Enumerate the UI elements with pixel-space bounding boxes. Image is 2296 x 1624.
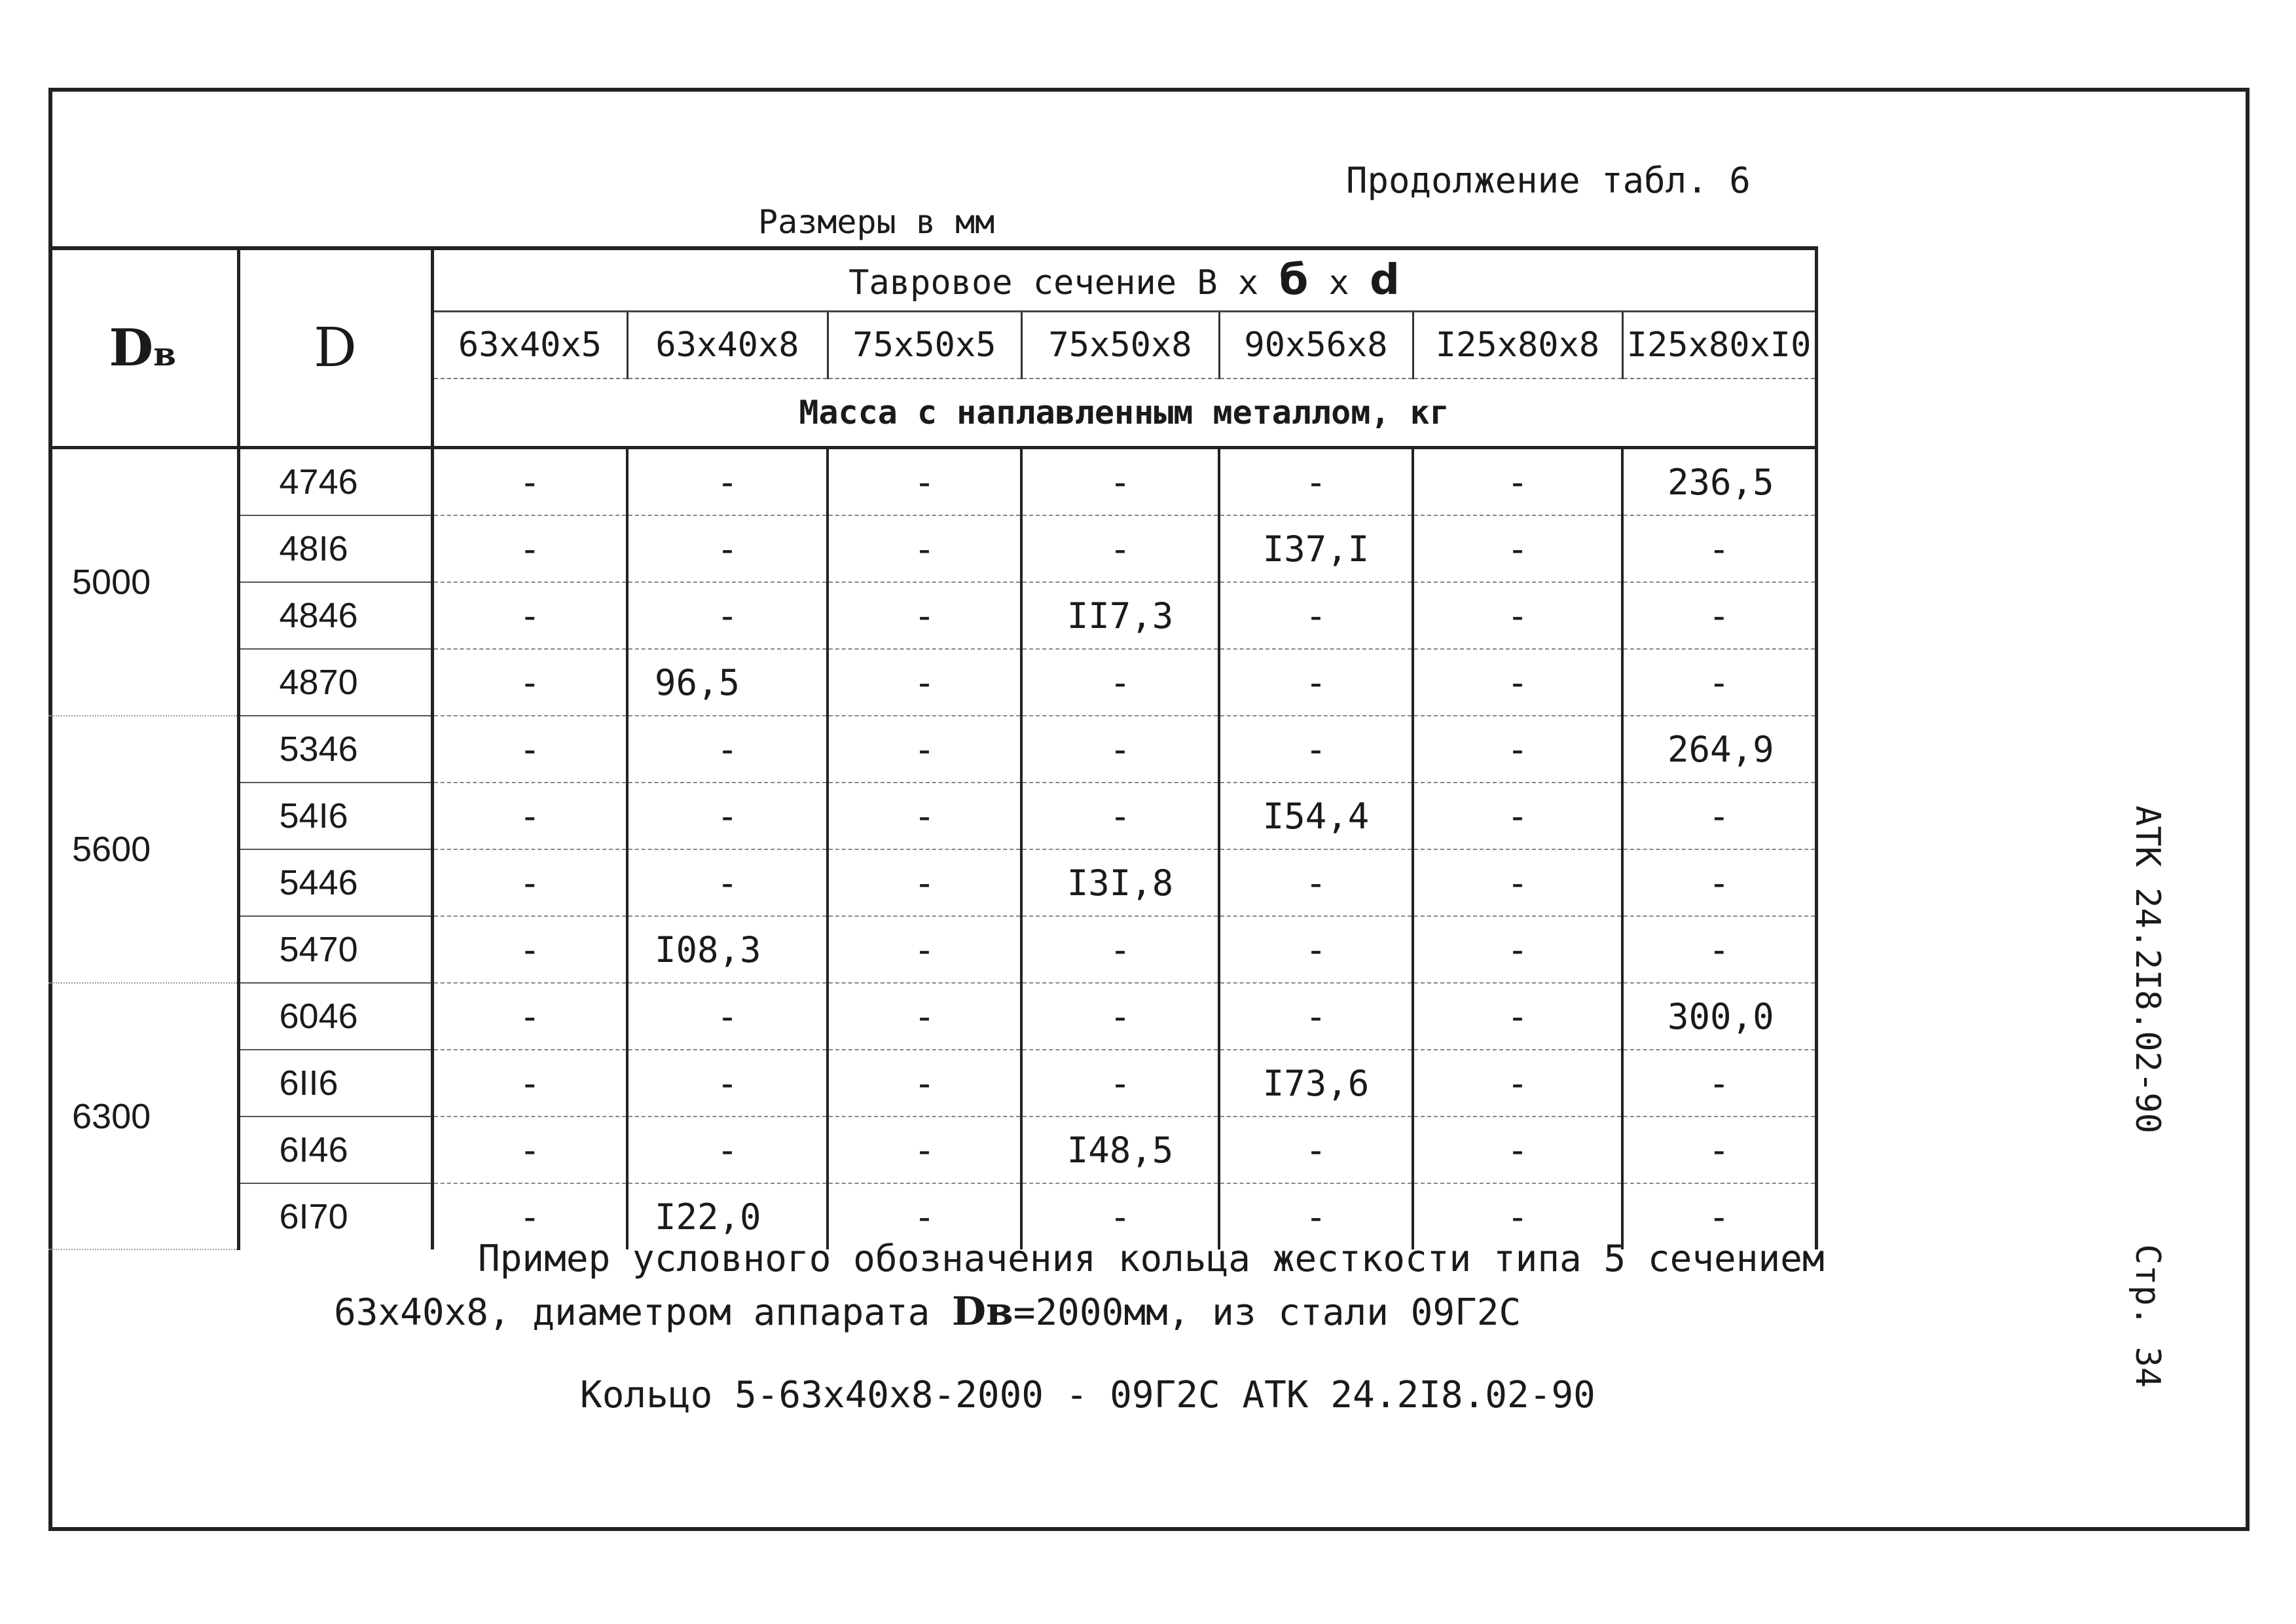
mass-cell: - [1413,1183,1622,1249]
mass-cell: 300,0 [1622,983,1816,1050]
mass-cell: - [828,1116,1021,1183]
example-line-2: 63x40x8, диаметром аппарата Dв=2000мм, из стали 09Г2С [334,1289,1522,1335]
d-cell: 5446 [238,849,432,916]
header-column: 63x40x5 [432,312,627,379]
table-row [48,582,1816,649]
mass-cell: - [828,783,1021,849]
mass-cell: I73,6 [1219,1050,1413,1116]
mass-cell: - [1021,916,1219,983]
header-column: I25x80xI0 [1622,312,1816,379]
header-d: D [238,248,432,448]
header-mass-label: Масса с наплавленным металлом, кг [432,378,1816,448]
mass-cell: - [1219,448,1413,516]
mass-cell: - [432,582,627,649]
d-cell: 4746 [238,448,432,516]
mass-cell: - [1413,849,1622,916]
mass-cell: - [1413,716,1622,783]
mass-cell: - [1219,916,1413,983]
mass-cell: II7,3 [1021,582,1219,649]
d-cell: 4870 [238,649,432,716]
mass-cell: - [432,916,627,983]
d-cell: 48I6 [238,515,432,582]
table-row [48,783,1816,849]
mass-cell: - [1219,983,1413,1050]
mass-cell: - [1622,783,1816,849]
sizes-note: Размеры в мм [758,203,995,241]
mass-cell: - [432,649,627,716]
mass-cell: - [627,849,828,916]
mass-cell: - [828,649,1021,716]
mass-cell: - [1622,1183,1816,1249]
mass-cell: - [1622,849,1816,916]
mass-cell: - [1622,515,1816,582]
table-row [48,649,1816,716]
d-cell: 6II6 [238,1050,432,1116]
mass-cell: - [1413,783,1622,849]
mass-cell: - [828,849,1021,916]
continuation-title: Продолжение табл. 6 [1346,160,1751,201]
table-row [48,515,1816,582]
mass-cell: 96,5 [627,649,828,716]
d-cell: 6046 [238,983,432,1050]
mass-cell: - [432,1050,627,1116]
mass-cell: - [627,515,828,582]
mass-cell: - [1219,849,1413,916]
mass-cell: - [1622,582,1816,649]
mass-cell: I22,0 [627,1183,828,1249]
mass-cell: - [627,1050,828,1116]
dv-cell: 5000 [48,448,238,716]
mass-cell: - [828,916,1021,983]
mass-cell: - [828,515,1021,582]
mass-cell: - [1413,582,1622,649]
mass-cell: - [627,582,828,649]
mass-cell: - [1413,649,1622,716]
mass-cell: - [627,448,828,516]
mass-cell: - [1219,649,1413,716]
mass-cell: - [1021,983,1219,1050]
mass-cell: - [828,582,1021,649]
d-cell: 5470 [238,916,432,983]
mass-cell: I37,I [1219,515,1413,582]
mass-cell: I48,5 [1021,1116,1219,1183]
mass-cell: - [828,983,1021,1050]
mass-cell: - [432,716,627,783]
page-number: Стр. 34 [2128,1244,2167,1388]
d-cell: 6I46 [238,1116,432,1183]
mass-cell: - [1219,716,1413,783]
mass-cell: - [432,515,627,582]
mass-cell: 236,5 [1622,448,1816,516]
table-row [48,849,1816,916]
mass-cell: - [1622,1050,1816,1116]
header-column: 75x50x8 [1021,312,1219,379]
table-row [48,1116,1816,1183]
mass-cell: - [1413,1050,1622,1116]
mass-cell: - [432,1116,627,1183]
mass-cell: - [1413,515,1622,582]
mass-cell: - [1219,1183,1413,1249]
mass-cell: I08,3 [627,916,828,983]
mass-cell: - [1413,983,1622,1050]
example-designation: Кольцо 5-63x40x8-2000 - 09Г2С АТК 24.2I8.02-90 [580,1374,1595,1416]
table-row [48,983,1816,1050]
example-line-1: Пример условного обозначения кольца жесткости типа 5 сечением [478,1238,1825,1280]
mass-cell: - [1021,716,1219,783]
header-column: 63x40x8 [627,312,828,379]
d-cell: 54I6 [238,783,432,849]
mass-cell: - [1021,783,1219,849]
mass-cell: - [1021,448,1219,516]
mass-cell: - [828,1050,1021,1116]
mass-cell: - [432,983,627,1050]
header-column: I25x80x8 [1413,312,1622,379]
header-column: 75x50x5 [828,312,1021,379]
mass-cell: - [828,448,1021,516]
mass-cell: - [627,716,828,783]
mass-cell: 264,9 [1622,716,1816,783]
mass-cell: - [627,1116,828,1183]
table-row [48,716,1816,783]
header-column: 90x56x8 [1219,312,1413,379]
mass-cell: - [1413,448,1622,516]
table-row [48,1050,1816,1116]
mass-cell: - [432,448,627,516]
dv-cell: 5600 [48,716,238,983]
mass-cell: - [1219,1116,1413,1183]
mass-cell: I3I,8 [1021,849,1219,916]
mass-cell: - [828,716,1021,783]
mass-cell: - [1021,649,1219,716]
mass-table [48,246,1818,1250]
mass-cell: - [1413,1116,1622,1183]
header-section-title: Тавровое сечение В х б х d [432,248,1816,312]
mass-cell: - [1219,582,1413,649]
header-dv: Dв [48,248,238,448]
mass-cell: - [1021,1050,1219,1116]
mass-cell: I54,4 [1219,783,1413,849]
dv-cell: 6300 [48,983,238,1249]
document-code: АТК 24.2I8.02-90 [2128,805,2167,1134]
mass-cell: - [1622,649,1816,716]
table-row [48,916,1816,983]
mass-cell: - [1021,515,1219,582]
mass-cell: - [1622,1116,1816,1183]
table-row [48,448,1816,516]
mass-cell: - [432,783,627,849]
mass-cell: - [432,1183,627,1249]
d-cell: 4846 [238,582,432,649]
mass-cell: - [1413,916,1622,983]
d-cell: 6I70 [238,1183,432,1249]
mass-cell: - [432,849,627,916]
mass-cell: - [627,983,828,1050]
mass-cell: - [1622,916,1816,983]
mass-cell: - [627,783,828,849]
mass-cell: - [828,1183,1021,1249]
mass-cell: - [1021,1183,1219,1249]
d-cell: 5346 [238,716,432,783]
